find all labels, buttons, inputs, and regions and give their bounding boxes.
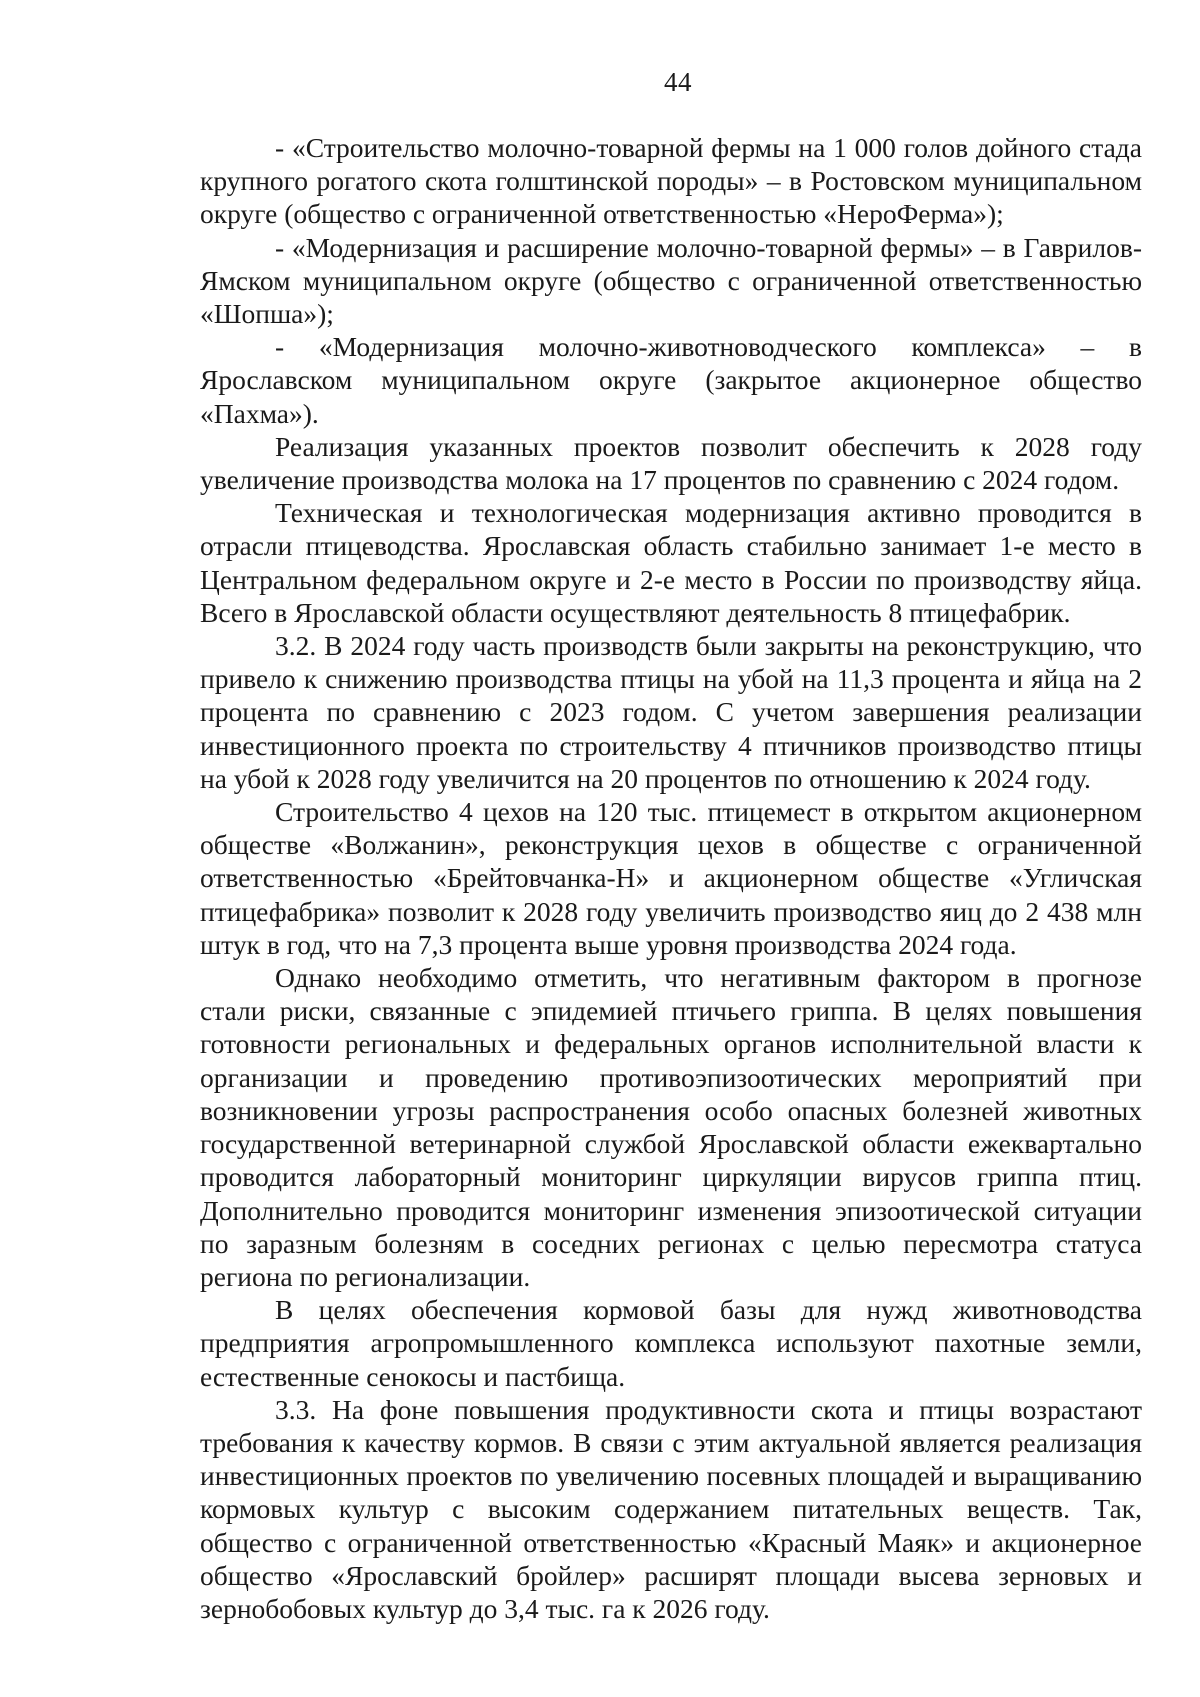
paragraph-dairy-farm-rostov: - «Строительство молочно-товарной фермы на 1 000 голов дойного стада крупного рогатого скота голштинской породы» – в Ростовском муниципальном округе (общество с ограниченной ответственностью «НероФерма»); <box>200 132 1142 230</box>
paragraph-egg-production: Строительство 4 цехов на 120 тыс. птицемест в открытом акционерном обществе «Волжанин», реконструкция цехов в обществе с ограниченной ответственностью «Брейтовчанка-Н» и акционерном обществе «Угличская птицефабрика» позволит к 2028 году увеличить производство яиц до 2 438 млн штук в год, что на 7,3 процента выше уровня производства 2024 года. <box>200 796 1142 960</box>
paragraph-section-3-3: 3.3. На фоне повышения продуктивности скота и птицы возрастают требования к качеству кормов. В связи с этим актуальной является реализация инвестиционных проектов по увеличению посевных площадей и выращиванию кормовых культур с высоким содержанием питательных веществ. Так, общество с ограниченной ответственностью «Красный Маяк» и акционерное общество «Ярославский бройлер» расширят площади высева зерновых и зернобобовых культур до 3,4 тыс. га к 2026 году. <box>200 1393 1142 1624</box>
paragraph-poultry-modernization: Техническая и технологическая модернизация активно проводится в отрасли птицеводства. Ярославская область стабильно занимает 1-е место в Центральном федеральном округе и 2-е место в России по производству яйца. Всего в Ярославской области осуществляют деятельность 8 птицефабрик. <box>200 497 1142 628</box>
paragraph-section-3-2: 3.2. В 2024 году часть производств были закрыты на реконструкцию, что привело к снижению производства птицы на убой на 11,3 процента и яйца на 2 процента по сравнению с 2023 годом. С учетом завершения реализации инвестиционного проекта по строительству 4 птичников производство птицы на убой к 2028 году увеличится на 20 процентов по отношению к 2024 году. <box>200 630 1142 794</box>
paragraph-feed-base: В целях обеспечения кормовой базы для нужд животноводства предприятия агропромышленного комплекса используют пахотные земли, естественные сенокосы и пастбища. <box>200 1294 1142 1392</box>
paragraph-avian-flu-risks: Однако необходимо отметить, что негативным фактором в прогнозе стали риски, связанные с эпидемией птичьего гриппа. В целях повышения готовности региональных и федеральных органов исполнительной власти к организации и проведению противоэпизоотических мероприятий при возникновении угрозы распространения особо опасных болезней животных государственной ветеринарной службой Ярославской области ежеквартально проводится лабораторный мониторинг циркуляции вирусов гриппа птиц. Дополнительно проводится мониторинг изменения эпизоотической ситуации по заразным болезням в соседних регионах с целью пересмотра статуса региона по регионализации. <box>200 962 1142 1292</box>
document-body <box>200 131 1142 1625</box>
page-number: 44 <box>664 67 692 97</box>
paragraph-milk-production-forecast: Реализация указанных проектов позволит обеспечить к 2028 году увеличение производства молока на 17 процентов по сравнению с 2024 годом. <box>200 430 1142 496</box>
paragraph-dairy-complex-yaroslavl: - «Модернизация молочно-животноводческого комплекса» – в Ярославском муниципальном округе (закрытое акционерное общество «Пахма»). <box>200 331 1142 429</box>
paragraph-dairy-farm-gavrilov-yam: - «Модернизация и расширение молочно-товарной фермы» – в Гаврилов-Ямском муниципальном округе (общество с ограниченной ответственностью «Шопша»); <box>200 231 1142 330</box>
